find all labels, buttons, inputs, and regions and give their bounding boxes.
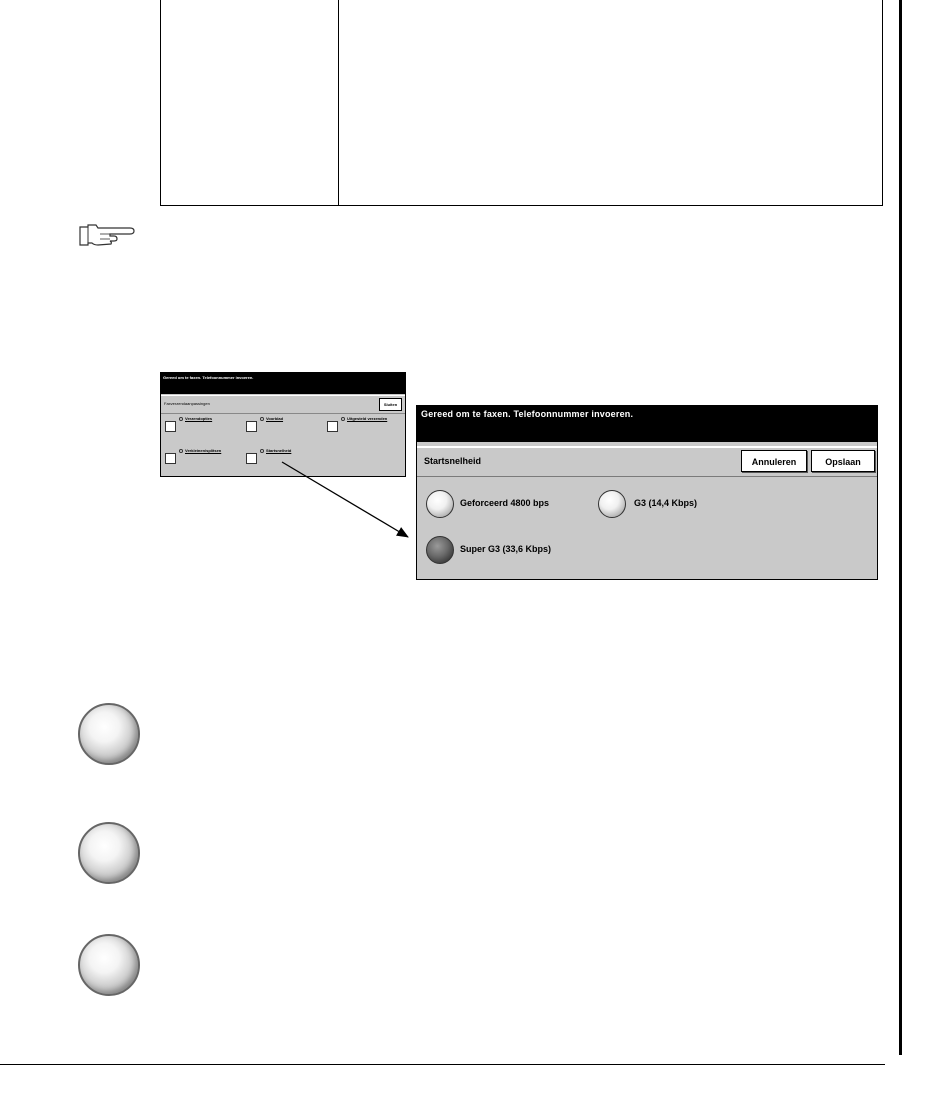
- radio-g3[interactable]: [598, 490, 626, 518]
- save-button[interactable]: Opslaan: [811, 450, 875, 472]
- screen-title: Faxverzendaanpassingen: [164, 401, 210, 406]
- step-bullet-icon: [78, 703, 140, 765]
- screen-title: Startsnelheid: [424, 456, 482, 466]
- cancel-button[interactable]: Annuleren: [741, 450, 807, 472]
- delayed-send-icon: [327, 421, 338, 432]
- send-options-icon: [165, 421, 176, 432]
- screen-title-bar: [161, 395, 405, 414]
- radio-icon: [260, 417, 264, 421]
- description-table: [160, 0, 883, 206]
- step-bullet-icon: [78, 934, 140, 996]
- step-bullet-icon: [78, 822, 140, 884]
- status-bar: Gereed om te faxen. Telefoonnummer invoeren.: [161, 373, 405, 394]
- starting-rate-icon: [246, 453, 257, 464]
- page-margin-rule: [899, 0, 902, 1055]
- radio-icon: [179, 449, 183, 453]
- status-bar: Gereed om te faxen. Telefoonnummer invoeren.: [417, 406, 877, 442]
- cover-sheet-icon: [246, 421, 257, 432]
- reduce-split-icon: [165, 453, 176, 464]
- radio-icon: [341, 417, 345, 421]
- option-label: G3 (14,4 Kbps): [634, 498, 698, 508]
- option-label: Super G3 (33,6 Kbps): [460, 544, 552, 554]
- radio-forced-4800[interactable]: [426, 490, 454, 518]
- radio-icon: [260, 449, 264, 453]
- starting-rate-screen: [416, 405, 878, 580]
- fax-send-settings-screen: Gereed om te faxen. Telefoonnummer invoeren. Faxverzendaanpassingen Sluiten Verzendopties Voorblad Uitgesteld verzenden Verkleinen/splitsen Startsnelheid: [160, 372, 406, 477]
- table-column-divider: [338, 0, 339, 205]
- option-label: Geforceerd 4800 bps: [460, 498, 550, 508]
- radio-super-g3[interactable]: [426, 536, 454, 564]
- close-button[interactable]: Sluiten: [379, 398, 402, 411]
- footer-rule: [0, 1064, 885, 1065]
- radio-icon: [179, 417, 183, 421]
- screen-title-bar: [417, 446, 877, 477]
- pointing-hand-icon: [78, 222, 138, 248]
